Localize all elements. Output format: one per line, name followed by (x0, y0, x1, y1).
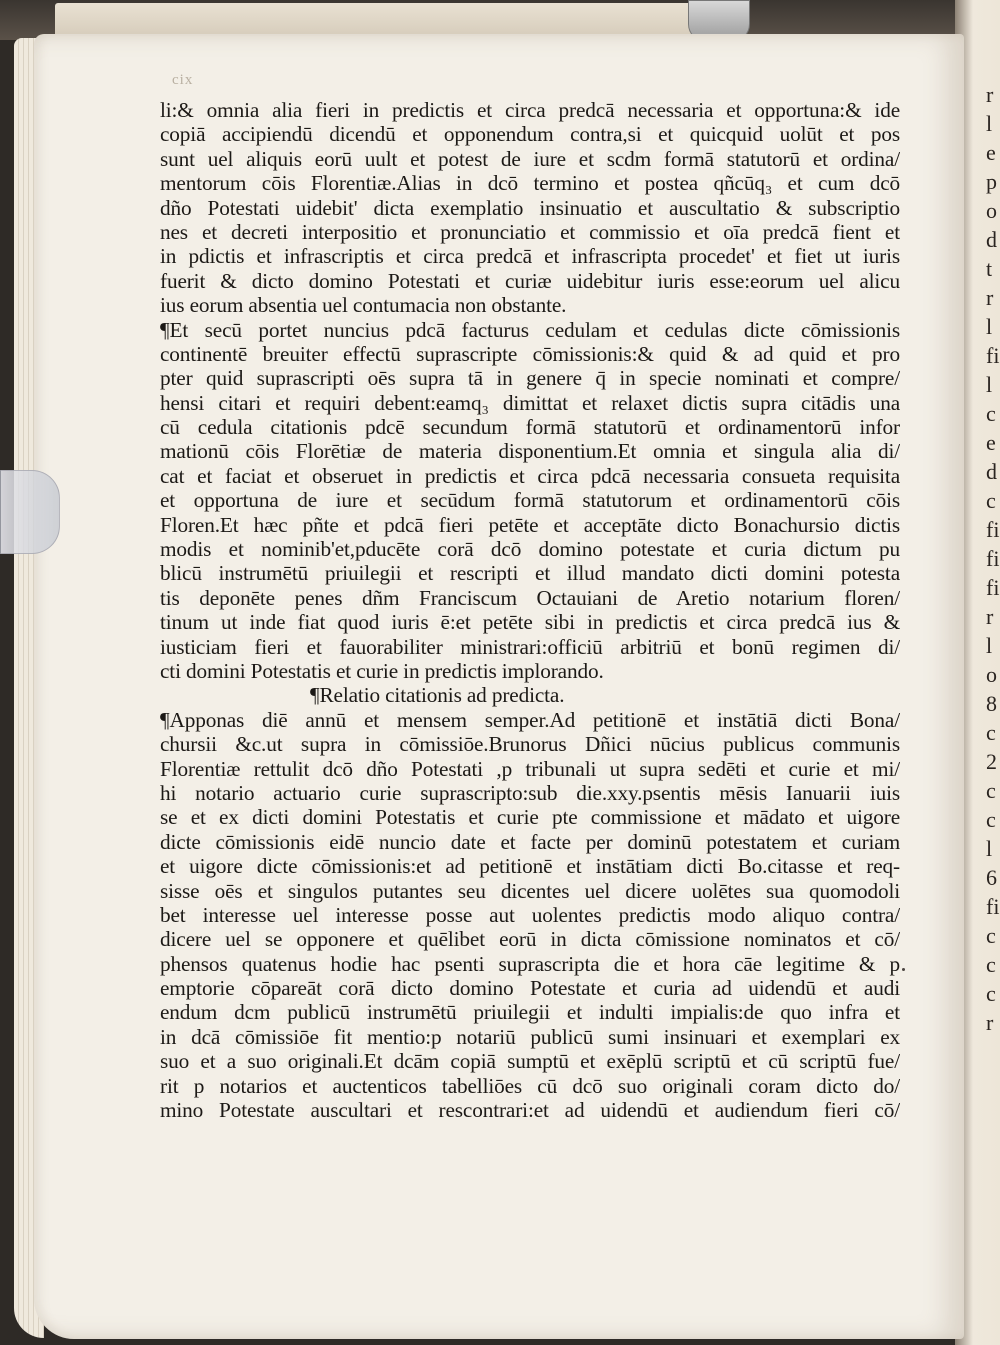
text-line: et uigore dicte cōmissionis:et ad petitionē et instātiam dicti Bo.citasse et req- (160, 854, 900, 879)
text-line: fuerit & dicto domino Potestati et curiæ uidebitur iuris esse:eorum uel alicu (160, 268, 900, 293)
text-line: continentē breuiter effectū suprascripte cōmissionis:& quid & ad quid et pro (160, 341, 900, 366)
text-line: ius eorum absentia uel contumacia non obstante. (160, 293, 567, 318)
text-line: dño Potestati uidebit' dicta exemplatio insinuatio et auscultatio & subscriptio (160, 195, 900, 220)
section-heading: ¶Relatio citationis ad predicta. (310, 683, 565, 708)
text-line: li:& omnia alia fieri in predictis et circa predcā necessaria et opportuna:& ide (160, 98, 900, 122)
paragraph-start-line: ¶Apponas diē annū et mensem semper.Ad petitionē et instātiā dicti Bona/ (160, 707, 900, 732)
text-line: emptorie cōpareāt corā dicto domino Potestate et curia ad uidendū et audi (160, 976, 900, 1001)
text-line: dicere uel se opponere et quēlibet eorū in dicta cōmissione nominatos et cō/ (160, 927, 900, 952)
text-line: mentorum cōis Florentiæ.Alias in dcō termino et postea qñcūq₃ et cum dcō (160, 171, 900, 196)
text-line: cū cedula citationis pdcē secundum formā statutorū et ordinamentorū infor (160, 415, 900, 440)
paper-strip (55, 3, 745, 37)
text-line: sunt uel aliquis eorū uult et potest de iure et scdm formā statutorū et ordina/ (160, 146, 900, 171)
facing-page-fragment: r l e p o d t r l fi l c e d c fi fi fi r l o 8 c 2 c c l 6 fi c c c r (986, 82, 1000, 1035)
text-line: se et ex dicti domini Potestatis et curie pte commissione et mādato et uigore (160, 805, 900, 830)
text-line: in pdictis et infrascriptis et circa predcā et infrascripta procedet' et fiet ut iuris (160, 244, 900, 269)
text-line: mino Potestate auscultari et rescontrari:et ad uidendū et audiendum fieri cō/ (160, 1098, 900, 1123)
text-line: nes et decreti interpositio et pronunciatio et commissio et oīa predcā fient et (160, 219, 900, 244)
bookmark-tab[interactable] (0, 470, 60, 554)
text-line: phensos quatenus hodie hac psenti suprascripta die et hora cāe legitime & p (160, 951, 900, 976)
text-line: hensi citari et requiri debent:eamq₃ dimittat et relaxet dictis supra citādis una (160, 390, 900, 415)
text-line: copiā accipiendū dicendū et opponendum contra,si et quicquid uolūt et pos (160, 122, 900, 147)
ink-speck (902, 968, 905, 971)
text-line: in dcā cōmissiōe fit mentio:p notariū publicū sumi insinuari et exemplari ex (160, 1024, 900, 1049)
text-line: cti domini Potestatis et curie in predictis implorando. (160, 658, 604, 683)
text-line: modis et nominib'et,pducēte corā dcō domino potestate et curia dictum pu (160, 537, 900, 562)
text-line: hi notario actuario curie suprascripto:sub die.xxy.psentis mēsis Ianuarii iuis (160, 780, 900, 805)
text-line: chursii &c.ut supra in cōmissiōe.Brunorus Dñici nūcius publicus communis (160, 732, 900, 757)
text-line: et opportuna de iure et secūdum formā statutorum et ordinamentorū cōis (160, 488, 900, 513)
text-line: suo et a suo originali.Et dcām copiā sumptū et exēplū scriptū et cū scriptū fue/ (160, 1049, 900, 1074)
text-line: sisse oēs et singulos putantes seu dicentes uel dicere uolētes sua quomodoli (160, 878, 900, 903)
paragraph-start-line: ¶Et secū portet nuncius pdcā facturus cedulam et cedulas dicte cōmissionis (160, 317, 900, 342)
text-line: bet interesse uel interesse posse aut uolentes predictis modo aliquo contra/ (160, 902, 900, 927)
folio-number: cix (172, 72, 194, 88)
text-line: cat et faciat et obseruet in predictis et circa pdcā necessaria consueta requisita (160, 463, 900, 488)
text-line: tis deponēte penes dñm Franciscum Octauiani de Aretio notarium floren/ (160, 585, 900, 610)
text-line: tinum ut inde fiat quod iuris ē:et petēte sibi in predictis et circa predcā ius & (160, 610, 900, 635)
text-line: blicū instrumētū priuilegii et rescripti et illud mandato dicti domini potesta (160, 561, 900, 586)
text-line: dicte cōmissionis eidē nuncio date et facte per dominū potestatem et curiam (160, 829, 900, 854)
text-line: rit p notarios et auctenticos tabelliōes cū dcō suo originali coram dicto do/ (160, 1073, 900, 1098)
text-line: mationū cōis Florētiæ de materia disponentium.Et omnia et singula alia di/ (160, 439, 900, 464)
text-line: Floren.Et hæc pñte et pdcā fieri petēte et acceptāte dicto Bonachursio dictis (160, 512, 900, 537)
text-line: pter quid suprascripti oēs supra tā in genere q̄ in specie nominati et compre/ (160, 366, 900, 391)
text-line: Florentiæ rettulit dcō dño Potestati ,p tribunali ut supra sedēti et curie et mi/ (160, 756, 900, 781)
text-line: iusticiam fieri et fauorabiliter ministrari:officiū arbitriū et bonū regimen di/ (160, 634, 900, 659)
body-text (160, 98, 900, 1122)
text-line: endum dcm publicū instrumētū priuilegii et indulti impialis:de quo infra et (160, 1000, 900, 1025)
